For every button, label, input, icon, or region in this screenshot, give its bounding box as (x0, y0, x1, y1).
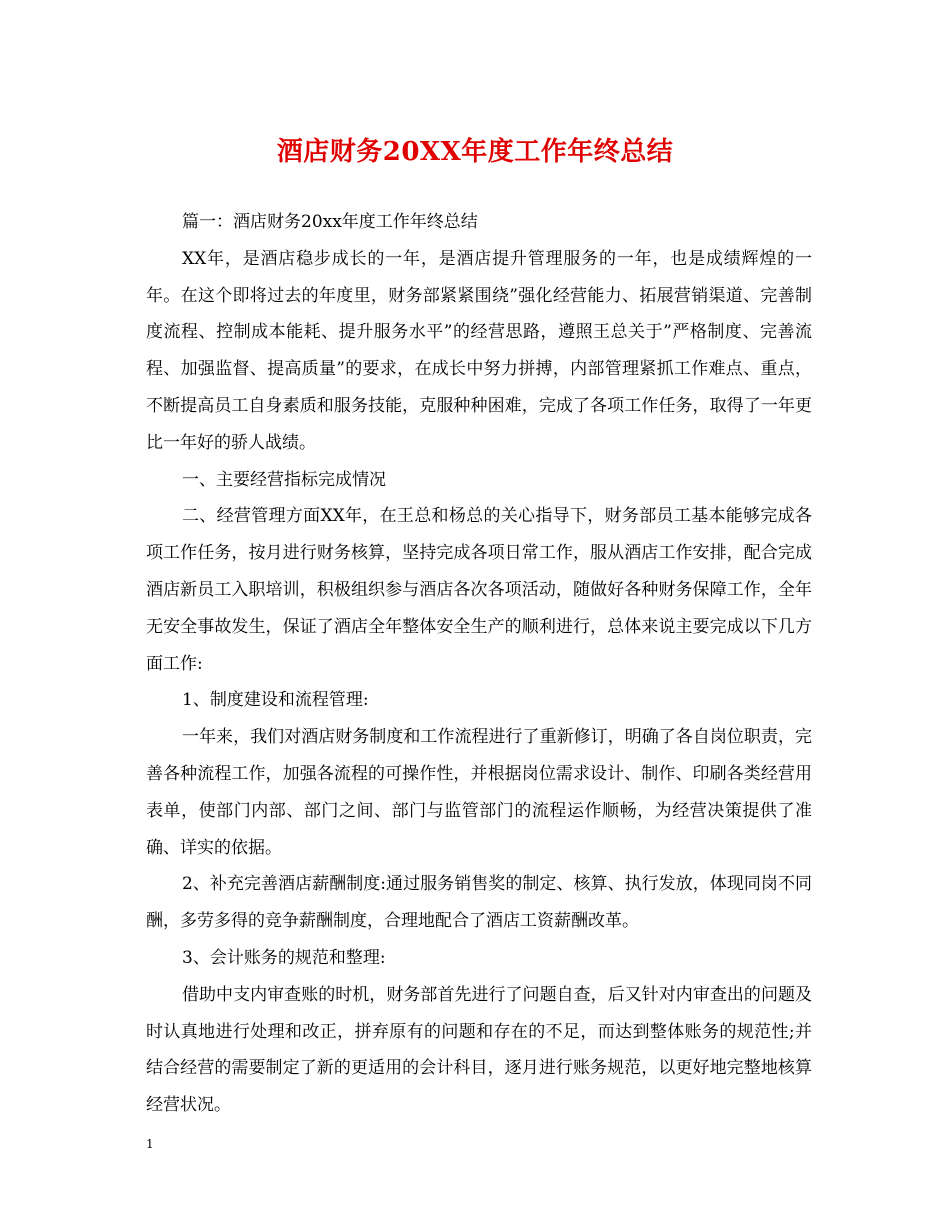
paragraph-process: 一年来，我们对酒店财务制度和工作流程进行了重新修订，明确了各自岗位职责，完善各种流程工作，加强各流程的可操作性，并根据岗位需求设计、制作、印刷各类经营用表单，使部门内部、部门之间、部门与监管部门的流程运作顺畅，为经营决策提供了准确、详实的依据。 (146, 727, 812, 858)
section-heading-1: 一、主要经营指标完成情况 (182, 469, 386, 490)
document-body (146, 204, 812, 1124)
paragraph-accounting: 借助中支内审查账的时机，财务部首先进行了问题自查，后又针对内审查出的问题及时认真地进行处理和改正，拼弃原有的问题和存在的不足，而达到整体账务的规范性;并结合经营的需要制定了新的更适用的会计科目，逐月进行账务规范，以更好地完整地核算经营状况。 (146, 984, 812, 1116)
paragraph-management: 二、经营管理方面XX年，在王总和杨总的关心指导下，财务部员工基本能够完成各项工作任务，按月进行财务核算，坚持完成各项日常工作，服从酒店工作安排，配合完成酒店新员工入职培训，积极组织参与酒店各次各项活动，随做好各种财务保障工作，全年无安全事故发生，保证了酒店全年整体安全生产的顺利进行，总体来说主要完成以下几方面工作: (146, 506, 812, 674)
paragraph-intro: XX年，是酒店稳步成长的一年，是酒店提升管理服务的一年，也是成绩辉煌的一年。在这个即将过去的年度里，财务部紧紧围绕”强化经营能力、拓展营销渠道、完善制度流程、控制成本能耗、提升服务水平”的经营思路，遵照王总关于”严格制度、完善流程、加强监督、提高质量”的要求，在成长中努力拼搏，内部管理紧抓工作难点、重点，不断提高员工自身素质和服务技能，克服种种困难，完成了各项工作任务，取得了一年更比一年好的骄人战绩。 (146, 248, 812, 453)
paragraph-subtitle: 篇一：酒店财务20xx年度工作年终总结 (182, 212, 478, 232)
paragraph-salary: 2、补充完善酒店薪酬制度:通过服务销售奖的制定、核算、执行发放，体现同岗不同酬，多劳多得的竞争薪酬制度，合理地配合了酒店工资薪酬改革。 (146, 874, 812, 932)
item-heading-3: 3、会计账务的规范和整理: (182, 947, 386, 968)
item-heading-1: 1、制度建设和流程管理: (182, 690, 369, 711)
document-title: 酒店财务20XX年度工作年终总结 (276, 137, 674, 167)
page-number: 1 (146, 1137, 154, 1151)
